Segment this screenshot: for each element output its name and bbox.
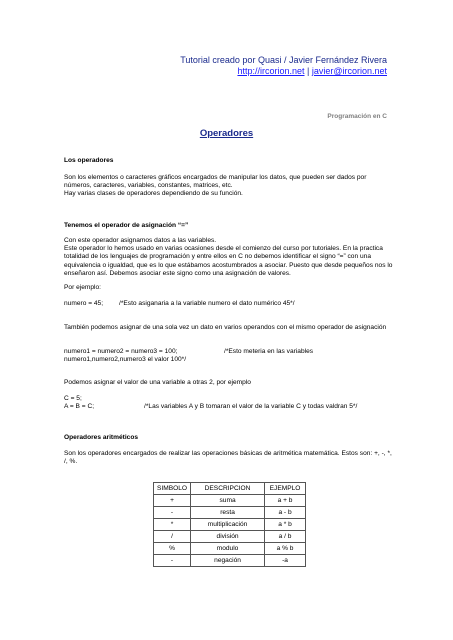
example1 (64, 300, 295, 308)
operators-table (153, 482, 306, 567)
code-snippet: numero1 = numero2 = numero3 = 100; (64, 348, 178, 355)
table-cell: -a (265, 555, 306, 567)
section-arithmetic (64, 434, 394, 442)
paragraph: Por ejemplo: (64, 284, 102, 291)
section-heading: Los operadores (64, 157, 114, 164)
example3 (64, 395, 404, 411)
table-cell: % (154, 543, 191, 555)
example-label (64, 284, 394, 292)
paragraph: Con este operador asignamos datos a las variables. (64, 237, 217, 244)
table-cell: - (154, 507, 191, 519)
table-cell: / (154, 531, 191, 543)
table-cell: a - b (265, 507, 306, 519)
table-cell: * (154, 519, 191, 531)
paragraph: Hay varias clases de operadores dependiendo de su función. (64, 190, 243, 198)
operators-table-wrapper (153, 482, 306, 567)
table-row (154, 507, 306, 519)
multi-assign-paragraph (64, 324, 394, 332)
table-cell: negación (191, 555, 265, 567)
section-heading: Tenemos el operador de asignación “=” (64, 222, 189, 229)
website-link[interactable]: http://ircorion.net (237, 66, 305, 76)
paragraph: Son los elementos o caracteres gráficos encargados de manipular los datos, que pueden ser dados por números, caracteres, variables, constantes, matrices, etc. (64, 174, 367, 190)
table-row (154, 495, 306, 507)
table-cell: a / b (265, 531, 306, 543)
table-cell: a + b (265, 495, 306, 507)
table-cell: multiplicación (191, 519, 265, 531)
assignment-paragraph (64, 237, 394, 278)
table-row (154, 531, 306, 543)
paragraph: Podemos asignar el valor de una variable a otras 2, por ejemplo (64, 379, 251, 386)
column-header: DESCRIPCION (191, 483, 265, 495)
header-links (180, 66, 387, 77)
code-snippet: C = 5; (64, 395, 82, 402)
table-row (154, 519, 306, 531)
column-header: SIMBOLO (154, 483, 191, 495)
section-operators (64, 157, 394, 165)
table-row (154, 555, 306, 567)
table-cell: resta (191, 507, 265, 519)
table-cell: modulo (191, 543, 265, 555)
table-header-row (154, 483, 306, 495)
arithmetic-paragraph (64, 450, 394, 466)
document-title: Operadores (199, 128, 254, 139)
table-cell: - (154, 555, 191, 567)
email-link[interactable]: javier@ircorion.net (311, 66, 387, 76)
variable-assign-paragraph (64, 379, 394, 387)
table-cell: a % b (265, 543, 306, 555)
operators-paragraph (64, 174, 394, 199)
course-label: Programación en C (327, 113, 387, 120)
code-comment: /*Esto meteria en las variables (224, 348, 314, 355)
tutorial-credit: Tutorial creado por Quasi / Javier Fernández Rivera (180, 55, 387, 65)
column-header: EJEMPLO (265, 483, 306, 495)
table-cell: a * b (265, 519, 306, 531)
table-row (154, 543, 306, 555)
paragraph: También podemos asignar de una sola vez un dato en varios operandos con el mismo operador de asignación (64, 324, 387, 331)
example2 (64, 348, 394, 364)
code-comment: /*Las variables A y B tomaran el valor de la variable C y todas valdran 5*/ (144, 403, 358, 411)
code-comment: /*Esto asiganaria a la variable numero el dato numérico 45*/ (119, 300, 295, 307)
code-comment-continuation: numero1,numero2,numero3 el valor 100*/ (64, 356, 187, 364)
section-assignment (64, 222, 394, 230)
table-cell: división (191, 531, 265, 543)
section-heading: Operadores aritméticos (64, 434, 139, 441)
code-snippet: A = B = C; (64, 403, 95, 411)
paragraph: Son los operadores encargados de realizar las operaciones básicas de aritmética matemática. Estos son: +, -, *, /, %. (64, 450, 392, 466)
table-cell: suma (191, 495, 265, 507)
table-cell: + (154, 495, 191, 507)
page-header (180, 55, 387, 77)
link-separator: | (304, 66, 312, 76)
paragraph: Este operador lo hemos usado en varias ocasiones desde el comienzo del curso por tutoriales. En la practica totalidad de los lenguajes de programación y entre ellos en C no debemos identificar el signo “=” con una equivalencia o igualdad, que es lo que estábamos acostumbrados a asociar. Puesto que desde pequeños nos lo enseñaron así. Debemos asociar este signo como una asignación de valores. (64, 245, 393, 277)
code-snippet: numero = 45; (64, 300, 104, 307)
